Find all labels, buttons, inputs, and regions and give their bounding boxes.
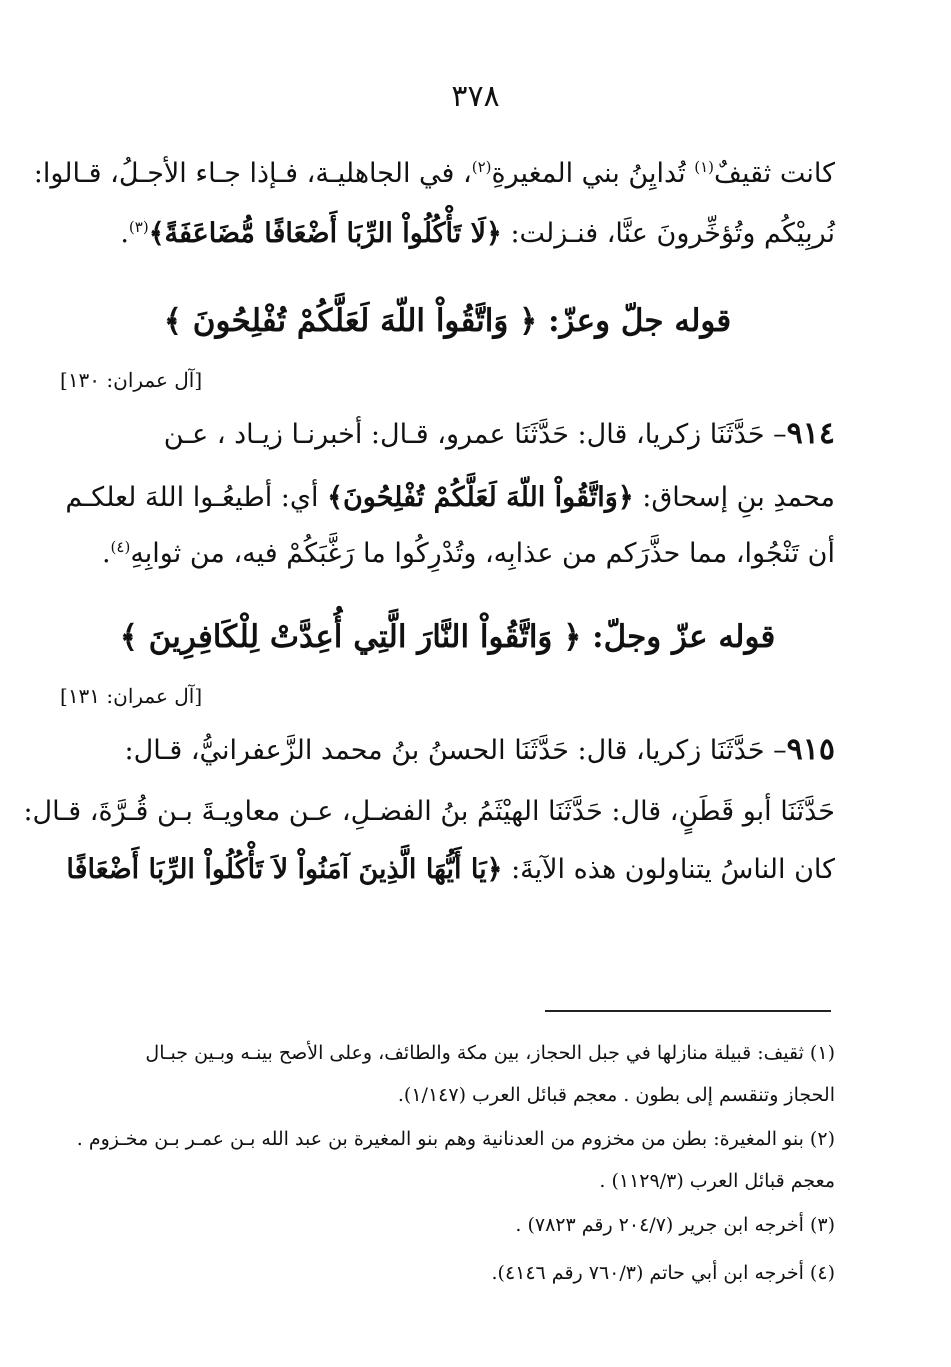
footnote-2-line-2: معجم قبائل العرب (١١٢٩/٣) . [599,1170,835,1192]
intro-line-1 [33,154,835,194]
intro-text: ، في الجاهليـة، فـإذا جـاء الأجـلُ، قـالوا: [33,158,472,189]
hadith-text: – حَدَّثَنَا زكريا، قال: حَدَّثَنَا عمرو، قـال: أخبرنـا زيـاد ، عـن [163,419,787,450]
hadith-914-line-2 [60,478,835,518]
quran-verse: ﴿وَاتَّقُواْ اللّهَ لَعَلَّكُمْ تُفْلِحُونَ﴾ [327,482,634,513]
footnote-2-line-1: (٢) بنو المغيرة: بطن من مخزوم من العدنانية وهم بنو المغيرة بن عبد الله بـن عمـر بـن مخـزوم . [76,1128,835,1150]
footnote-separator [545,1010,831,1012]
hadith-915-line-3 [60,850,835,890]
footnote-ref-1[interactable]: (١) [694,158,715,176]
hadith-text: . [101,538,111,569]
hadith-text: حَدَّثَنَا أبو قَطَنٍ، قال: حَدَّثَنَا الهيْثَمُ بنُ الفضـلِ، عـن معاويـةَ بـن قُـرَّةَ، قـال: [23,796,835,827]
intro-text: نُربِيْكُم وتُؤخِّرونَ عنَّا، فنـزلت: [501,218,835,249]
footnote-1-line-1: (١) ثقيف: قبيلة منازلها في جبل الحجاز، بين مكة والطائف، وعلى الأصح بينـه وبـين جبـال [145,1042,835,1064]
hadith-text: محمدِ بنِ إسحاق: [633,482,835,513]
hadith-text: – حَدَّثَنَا زكريا، قال: حَدَّثَنَا الحسنُ بنُ محمد الزَّعفرانيُّ، قـال: [124,735,787,766]
section-heading-130: قوله جلّ وعزّ: ﴿ وَاتَّقُواْ اللّهَ لَعَلَّكُمْ تُفْلِحُونَ ﴾ [163,303,732,339]
verse-citation-131: [آل عمران: ١٣١] [60,684,203,708]
hadith-914-line-1 [60,414,835,455]
hadith-text: أن تَنْجُوا، مما حذَّرَكم من عذابِه، وتُدْرِكُوا ما رَغَّبَكُمْ فيه، من ثوابِهِ [130,538,835,569]
intro-line-2 [60,214,835,254]
hadith-915-line-1 [60,730,835,771]
intro-text: تُدايِنُ بني المغيرةِ [491,158,695,189]
quran-verse: ﴿يَا أَيُّهَا الَّذِينَ آمَنُواْ لاَ تَأْكُلُواْ الرِّبَا أَضْعَافًا [66,854,503,885]
footnote-ref-2[interactable]: (٢) [471,158,492,176]
footnote-1-line-2: الحجاز وتنقسم إلى بطون . معجم قبائل العرب (١/١٤٧). [397,1084,835,1106]
verse-citation-130: [آل عمران: ١٣٠] [60,368,203,392]
hadith-text: كان الناسُ يتناولون هذه الآيةَ: [502,854,835,885]
intro-text: كانت ثقيفٌ [714,158,835,189]
quran-verse: ﴿لَا تَأْكُلُواْ الرِّبَا أَضْعَافًا مُّضَاعَفَةً﴾ [148,218,502,249]
hadith-text: أي: أطيعُـوا اللهَ لعلكـم [65,482,328,513]
footnote-4: (٤) أخرجه ابن أبي حاتم (٧٦٠/٣ رقم ٤١٤٦). [491,1262,835,1284]
page-number: ٣٧٨ [451,79,500,114]
intro-text: . [120,218,129,249]
hadith-915-line-2 [23,792,835,832]
footnote-3: (٣) أخرجه ابن جرير (٢٠٤/٧ رقم ٧٨٢٣) . [515,1214,835,1236]
footnote-ref-4[interactable]: (٤) [110,538,131,556]
hadith-number: ٩١٤ [786,416,835,451]
section-heading-131: قوله عزّ وجلّ: ﴿ وَاتَّقُواْ النَّارَ الَّتِي أُعِدَّتْ لِلْكَافِرِينَ ﴾ [119,619,776,655]
hadith-number: ٩١٥ [786,732,835,767]
hadith-914-line-3 [60,534,835,574]
footnote-ref-3[interactable]: (٣) [128,218,149,236]
